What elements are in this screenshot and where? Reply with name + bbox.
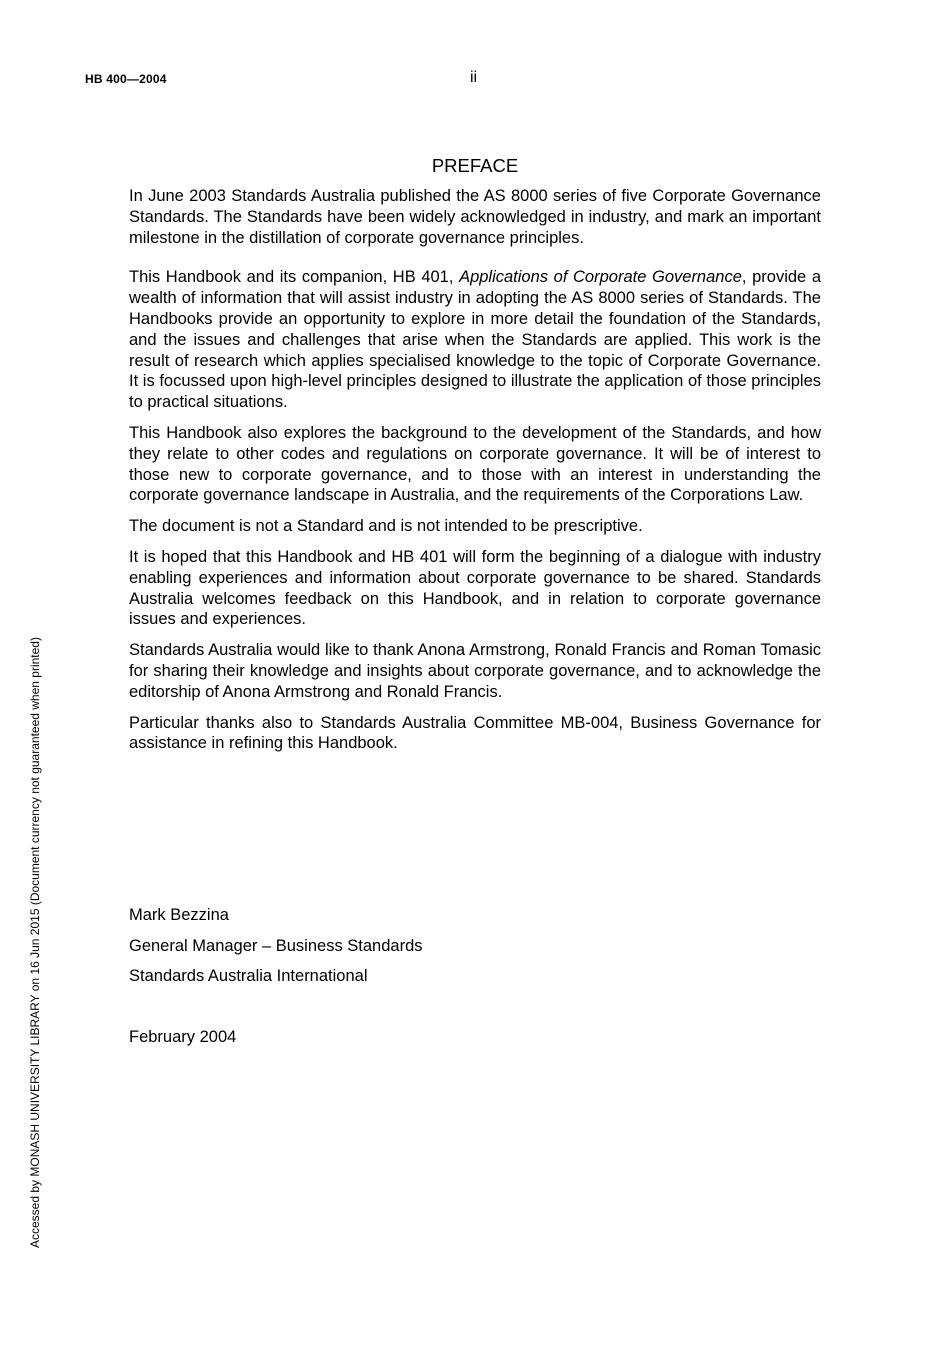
page-number: ii <box>470 69 478 86</box>
companion-title: Applications of Corporate Governance <box>459 268 742 287</box>
document-code: HB 400—2004 <box>85 72 167 86</box>
page-title: PREFACE <box>431 155 519 176</box>
signatory-role: General Manager – Business Standards <box>129 937 423 955</box>
paragraph-background: This Handbook also explores the background to the development of the Standards, and how they relate to other codes and regulations on corporate governance. It will be of interest to those new to corporate governance, and to those with an interest in understanding the corporate governance landscape in Australia, and the requirements of the Corporations Law. <box>129 423 821 505</box>
paragraph-handbook-text-start: This Handbook and its companion, HB 401, <box>129 268 460 287</box>
paragraph-committee: Particular thanks also to Standards Australia Committee MB-004, Business Governance for assistance in refining this Handbook. <box>129 713 821 753</box>
signatory-organization: Standards Australia International <box>129 967 368 985</box>
paragraph-disclaimer: The document is not a Standard and is not intended to be prescriptive. <box>129 517 643 536</box>
signatory-name: Mark Bezzina <box>129 906 229 924</box>
paragraph-intro: In June 2003 Standards Australia published the AS 8000 series of five Corporate Governance Standards. The Standards have been widely acknowledged in industry, and mark an important milestone in the distillation of corporate governance principles. <box>129 187 821 247</box>
paragraph-thanks: Standards Australia would like to thank Anona Armstrong, Ronald Francis and Roman Tomasic for sharing their knowledge and insights about corporate governance, and to acknowledge the editorship of Anona Armstrong and Ronald Francis. <box>129 641 821 701</box>
paragraph-handbook-text-end: , provide a wealth of information that will assist industry in adopting the AS 8000 series of Standards. The Handbooks provide an opportunity to explore in more detail the foundation of the Standards, and the issues and challenges that arise when the Standards are applied. This work is the result of research which applies specialised knowledge to the topic of Corporate Governance. It is focussed upon high-level principles designed to illustrate the application of those principles to practical situations. <box>129 268 822 412</box>
access-watermark: Accessed by MONASH UNIVERSITY LIBRARY on 16 Jun 2015 (Document currency not guaranteed when printed) <box>28 637 42 1248</box>
preface-body <box>129 186 821 754</box>
paragraph-handbook <box>129 267 821 413</box>
preface-date: February 2004 <box>129 1028 237 1046</box>
paragraph-dialogue: It is hoped that this Handbook and HB 401 will form the beginning of a dialogue with industry enabling experiences and information about corporate governance to be shared. Standards Australia welcomes feedback on this Handbook, and in relation to corporate governance issues and experiences. <box>129 547 821 629</box>
